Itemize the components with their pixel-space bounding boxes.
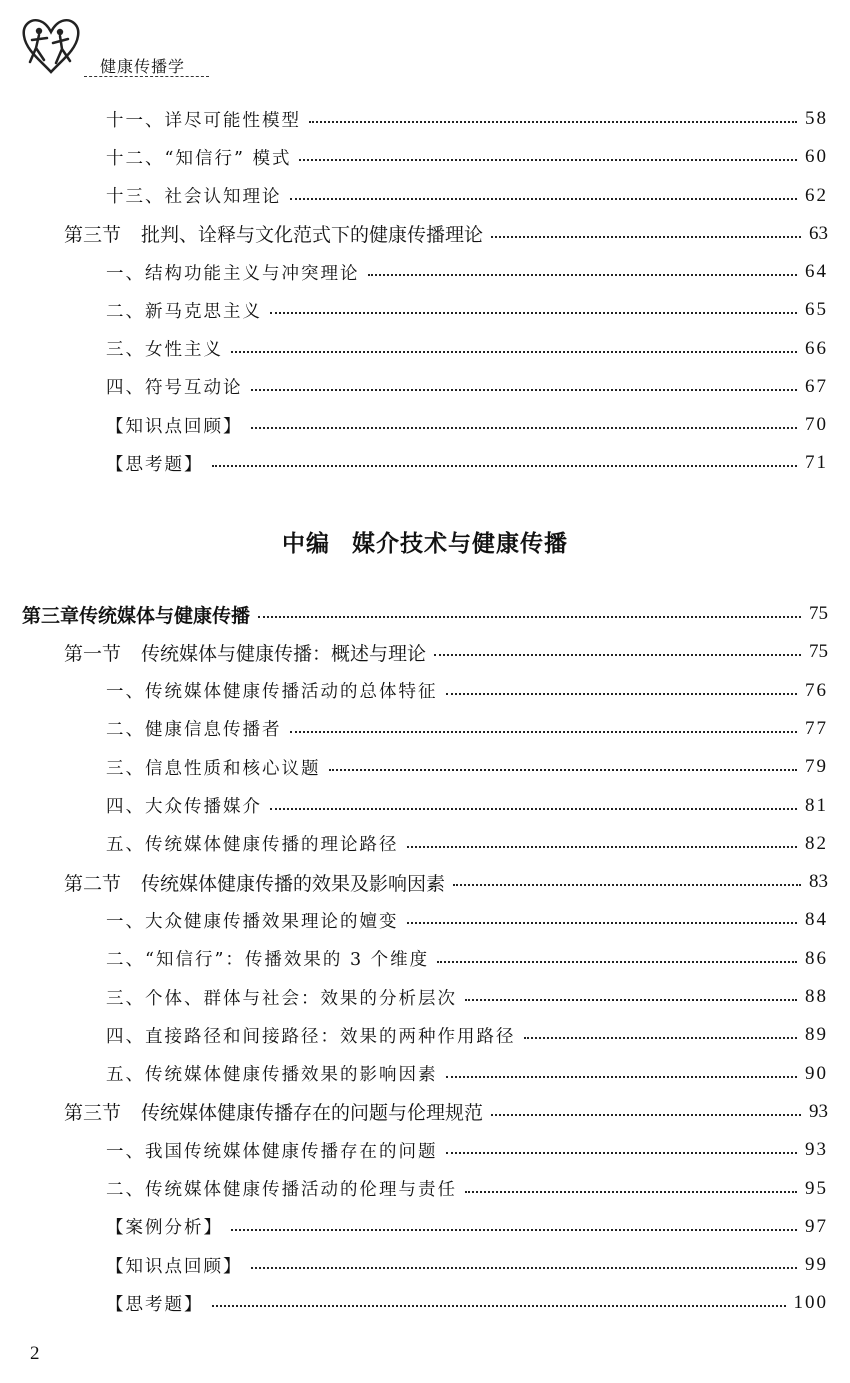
toc-title-text: 四、直接路径和间接路径：效果的两种作用路径 xyxy=(106,1026,516,1047)
toc-page-number: 67 xyxy=(805,375,828,397)
dot-leader xyxy=(465,1191,797,1193)
toc-title-text: 三、女性主义 xyxy=(106,340,223,360)
toc-section-number: 第三节 xyxy=(64,224,122,247)
toc-title-text: 传统媒体健康传播存在的问题与伦理规范 xyxy=(141,1102,484,1125)
dot-leader xyxy=(407,922,798,924)
toc-entry[interactable] xyxy=(106,295,828,325)
toc-entry-title xyxy=(64,220,483,247)
toc-entry-title xyxy=(106,716,282,741)
toc-entry[interactable] xyxy=(106,1020,828,1050)
dot-leader xyxy=(491,236,801,238)
dot-leader xyxy=(309,121,797,123)
toc-title-text: 【思考题】 xyxy=(106,454,204,475)
toc-entry[interactable] xyxy=(64,867,828,897)
running-header-title: 健康传播学 xyxy=(100,57,186,76)
toc-title-text: 五、传统媒体健康传播效果的影响因素 xyxy=(106,1065,438,1086)
dot-leader xyxy=(407,846,798,848)
toc-page-number: 88 xyxy=(805,986,828,1007)
toc-entry[interactable] xyxy=(106,944,828,974)
toc-entry[interactable] xyxy=(106,1135,828,1165)
toc-title-text: 批判、诠释与文化范式下的健康传播理论 xyxy=(141,224,484,247)
dot-leader xyxy=(437,961,797,963)
part-heading xyxy=(0,525,850,558)
toc-title-text: 【思考题】 xyxy=(106,1294,204,1315)
toc-page-number: 76 xyxy=(805,679,828,701)
toc-entry[interactable] xyxy=(64,1097,828,1127)
toc-entry-title xyxy=(106,336,223,361)
toc-page-number: 66 xyxy=(805,337,828,359)
toc-entry-title xyxy=(64,1098,483,1125)
toc-page-number: 65 xyxy=(805,299,828,321)
toc-entry[interactable] xyxy=(106,104,828,134)
toc-title-text: 四、大众传播媒介 xyxy=(106,797,262,817)
dot-leader xyxy=(465,999,797,1001)
toc-entry[interactable] xyxy=(106,1059,828,1089)
toc-title-text: 四、符号互动论 xyxy=(106,378,243,399)
toc-entry-title xyxy=(106,1214,223,1239)
toc-page-number: 89 xyxy=(805,1024,828,1046)
toc-page-number: 58 xyxy=(805,108,828,129)
toc-entry-title xyxy=(64,869,445,896)
toc-entry[interactable] xyxy=(106,1212,828,1242)
toc-title-text: 十二、“知信行” 模式 xyxy=(106,148,292,169)
toc-entry[interactable] xyxy=(64,219,828,249)
toc-page-number: 95 xyxy=(805,1177,828,1199)
dot-leader xyxy=(524,1037,798,1039)
toc-entry-title xyxy=(22,601,250,628)
toc-entry-title xyxy=(106,298,262,323)
toc-section-number: 第二节 xyxy=(64,872,122,895)
dot-leader xyxy=(251,1267,798,1269)
toc-entry-title xyxy=(64,639,426,666)
toc-page-number: 93 xyxy=(805,1139,828,1161)
toc-entry[interactable] xyxy=(106,181,828,211)
toc-page-number: 64 xyxy=(805,261,828,282)
dot-leader xyxy=(231,351,797,353)
toc-entry[interactable] xyxy=(106,257,828,287)
toc-entry-title xyxy=(106,1061,438,1086)
dot-leader xyxy=(270,808,797,810)
dot-leader xyxy=(453,884,801,886)
toc-page-number: 63 xyxy=(809,222,828,244)
dot-leader xyxy=(329,769,798,771)
toc-title-text: 三、个体、群体与社会：效果的分析层次 xyxy=(106,988,457,1009)
toc-title-text: 二、新马克思主义 xyxy=(106,301,262,322)
toc-entry-title xyxy=(106,1023,516,1048)
toc-entry-title xyxy=(106,793,262,818)
toc-page-number: 86 xyxy=(805,947,828,969)
toc-title-text: 传统媒体与健康传播 xyxy=(79,604,251,627)
page-number: 2 xyxy=(30,1343,40,1364)
dot-leader xyxy=(212,465,798,467)
dot-leader xyxy=(446,1076,798,1078)
toc-entry-title xyxy=(106,183,282,208)
toc-section-number: 第三章 xyxy=(22,604,80,627)
dot-leader xyxy=(446,1152,798,1154)
dot-leader xyxy=(212,1305,786,1307)
dot-leader xyxy=(258,616,801,618)
toc-entry[interactable] xyxy=(106,829,828,859)
dot-leader xyxy=(270,312,797,314)
toc-entry-title xyxy=(106,107,301,132)
toc-title-text: 【知识点回顾】 xyxy=(106,416,243,437)
toc-page-number: 62 xyxy=(805,184,828,206)
toc-entry-title xyxy=(106,755,321,780)
toc-entry[interactable] xyxy=(106,1288,828,1318)
toc-title-text: 十三、社会认知理论 xyxy=(106,187,282,207)
toc-title-text: 一、大众健康传播效果理论的嬗变 xyxy=(106,911,399,932)
toc-page-number: 79 xyxy=(805,756,828,778)
toc-title-text: 【案例分析】 xyxy=(106,1218,223,1239)
toc-entry[interactable] xyxy=(106,752,828,782)
toc-entry-title xyxy=(106,831,399,856)
part-label: 中编 xyxy=(282,530,330,557)
toc-entry[interactable] xyxy=(106,791,828,821)
dot-leader xyxy=(290,198,798,200)
part-title: 媒介技术与健康传播 xyxy=(352,530,568,557)
toc-entry[interactable] xyxy=(106,1174,828,1204)
toc-title-text: 二、“知信行”：传播效果的 3 个维度 xyxy=(106,950,430,971)
toc-page-number: 99 xyxy=(805,1254,828,1276)
toc-title-text: 一、结构功能主义与冲突理论 xyxy=(106,263,360,284)
toc-entry[interactable] xyxy=(106,905,828,935)
toc-entry-title xyxy=(106,374,243,399)
dot-leader xyxy=(368,274,798,276)
toc-page-number: 90 xyxy=(805,1062,828,1084)
toc-entry[interactable] xyxy=(106,372,828,402)
toc-title-text: 三、信息性质和核心议题 xyxy=(106,758,321,779)
toc-page-number: 93 xyxy=(809,1100,828,1122)
toc-section-number: 第三节 xyxy=(64,1102,122,1125)
toc-entry-title xyxy=(106,1291,204,1316)
toc-page-number: 77 xyxy=(805,717,828,739)
toc-page-number: 71 xyxy=(805,452,828,474)
toc-entry[interactable] xyxy=(106,1250,828,1280)
toc-title-text: 十一、详尽可能性模型 xyxy=(106,110,301,131)
toc-title-text: 一、我国传统媒体健康传播存在的问题 xyxy=(106,1141,438,1162)
toc-page-number: 83 xyxy=(809,871,828,893)
toc-title-text: 传统媒体健康传播的效果及影响因素 xyxy=(141,872,446,895)
toc-entry[interactable] xyxy=(106,714,828,744)
toc-entry-title xyxy=(106,946,429,971)
toc-title-text: 传统媒体与健康传播：概述与理论 xyxy=(141,642,427,665)
toc-page-number: 75 xyxy=(809,603,828,624)
toc-page-number: 97 xyxy=(805,1215,828,1237)
dot-leader xyxy=(299,159,797,161)
toc-page-number: 82 xyxy=(805,832,828,854)
toc-page-number: 60 xyxy=(805,146,828,168)
dot-leader xyxy=(434,654,801,656)
toc-entry-title xyxy=(106,1138,438,1163)
dot-leader xyxy=(231,1229,797,1231)
toc-entry[interactable] xyxy=(64,637,828,667)
toc-title-text: 二、健康信息传播者 xyxy=(106,720,282,741)
dot-leader xyxy=(446,693,798,695)
toc-title-text: 五、传统媒体健康传播的理论路径 xyxy=(106,835,399,856)
toc-entry[interactable] xyxy=(106,142,828,172)
dot-leader xyxy=(251,389,798,391)
toc-entry[interactable] xyxy=(106,334,828,364)
toc-entry[interactable] xyxy=(106,448,828,478)
toc-page-number: 75 xyxy=(809,641,828,663)
toc-entry[interactable] xyxy=(106,676,828,706)
toc-page-number: 84 xyxy=(805,909,828,931)
toc-entry-title xyxy=(106,1253,243,1278)
dot-leader xyxy=(290,731,798,733)
toc-page-number: 70 xyxy=(805,414,828,435)
toc-entry-title xyxy=(106,678,438,703)
toc-entry-title xyxy=(106,908,399,933)
toc-title-text: 【知识点回顾】 xyxy=(106,1256,243,1277)
toc-entry-title xyxy=(106,413,243,438)
toc-entry-title xyxy=(106,985,457,1010)
toc-page-number: 81 xyxy=(805,794,828,816)
toc-title-text: 一、传统媒体健康传播活动的总体特征 xyxy=(106,682,438,703)
toc-entry-title xyxy=(106,1176,457,1201)
toc-title-text: 二、传统媒体健康传播活动的伦理与责任 xyxy=(106,1180,457,1200)
toc-entry-title xyxy=(106,451,204,476)
toc-entry[interactable] xyxy=(106,410,828,440)
toc-entry-title xyxy=(106,260,360,285)
toc-section-number: 第一节 xyxy=(64,642,122,665)
toc-entry[interactable] xyxy=(22,599,828,629)
dot-leader xyxy=(491,1114,801,1116)
dot-leader xyxy=(251,427,798,429)
toc-page-number: 100 xyxy=(793,1292,828,1314)
toc-entry[interactable] xyxy=(106,982,828,1012)
toc-entry-title xyxy=(106,145,291,170)
